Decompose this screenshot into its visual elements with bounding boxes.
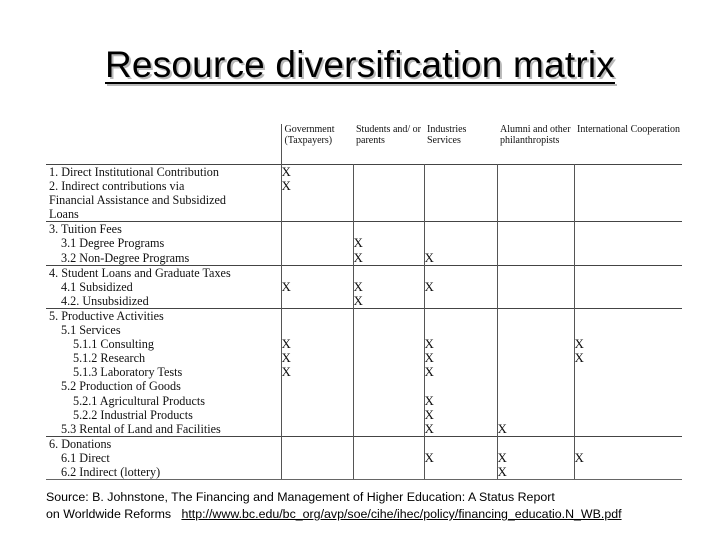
- matrix-cell: X: [574, 351, 584, 366]
- matrix-cell: [424, 236, 497, 250]
- matrix-cell: [281, 308, 353, 323]
- matrix-cell: [353, 394, 424, 408]
- matrix-cell: [281, 422, 353, 437]
- matrix-cell: [497, 222, 574, 237]
- matrix-cell: [497, 265, 574, 280]
- matrix-cell: [281, 394, 353, 408]
- matrix-cell: X: [497, 451, 574, 465]
- row-label: 4.1 Subsidized: [46, 280, 281, 294]
- matrix-cell: [497, 351, 574, 365]
- matrix-cell: [497, 207, 574, 222]
- row-label: Financial Assistance and Subsidized: [46, 193, 281, 207]
- matrix-cell: X: [281, 351, 353, 365]
- table-row: [46, 265, 682, 280]
- source-line-1: Source: B. Johnstone, The Financing and Management of Higher Education: A Status Report: [46, 490, 555, 504]
- matrix-cell: X: [497, 465, 574, 480]
- row-label: 5.2 Production of Goods: [46, 379, 281, 393]
- table-row: [46, 179, 682, 193]
- matrix-cell: [497, 294, 574, 309]
- matrix-cell: X: [497, 422, 574, 437]
- table-row: [46, 379, 682, 393]
- table-row: [46, 465, 682, 480]
- matrix-cell: [281, 222, 353, 237]
- matrix-cell: X: [574, 450, 584, 465]
- matrix-body: [46, 165, 682, 480]
- table-row: [46, 294, 682, 309]
- matrix-cell: [353, 222, 424, 237]
- matrix-cell: [424, 265, 497, 280]
- matrix-cell: X: [424, 251, 497, 266]
- header-blank: [46, 124, 281, 165]
- matrix-cell: X: [424, 394, 497, 408]
- matrix-cell: [424, 465, 497, 480]
- matrix-cell: [574, 207, 682, 222]
- matrix-cell: X: [424, 337, 497, 351]
- matrix-cell: [574, 165, 682, 180]
- matrix-cell: [281, 408, 353, 422]
- matrix-cell: [281, 193, 353, 207]
- matrix-cell: X: [281, 365, 353, 379]
- matrix-cell: [574, 408, 682, 422]
- table-row: [46, 308, 682, 323]
- matrix-cell: [497, 323, 574, 337]
- matrix-cell: X: [574, 337, 584, 352]
- matrix-cell: X: [424, 351, 497, 365]
- row-label: 6.2 Indirect (lottery): [46, 465, 281, 480]
- row-label: 2. Indirect contributions via: [46, 179, 281, 193]
- matrix-cell: [497, 379, 574, 393]
- row-label: 3.2 Non-Degree Programs: [46, 251, 281, 266]
- source-citation: [46, 489, 716, 523]
- table-row: [46, 193, 682, 207]
- matrix-cell: [353, 408, 424, 422]
- matrix-cell: [281, 323, 353, 337]
- table-row: [46, 436, 682, 451]
- row-label: 3.1 Degree Programs: [46, 236, 281, 250]
- matrix-cell: [353, 323, 424, 337]
- matrix-cell: [353, 422, 424, 437]
- column-header-industries: Industries Services: [427, 124, 467, 146]
- table-row: [46, 337, 682, 351]
- table-row: [46, 422, 682, 437]
- row-label: 4. Student Loans and Graduate Taxes: [46, 265, 281, 280]
- matrix-cell: [353, 465, 424, 480]
- matrix-cell: X: [424, 408, 497, 422]
- matrix-cell: [281, 451, 353, 465]
- row-label: 4.2. Unsubsidized: [46, 294, 281, 309]
- matrix-cell: [424, 379, 497, 393]
- matrix-cell: [353, 436, 424, 451]
- row-label: 6. Donations: [46, 436, 281, 451]
- matrix-cell: X: [353, 236, 424, 250]
- table-row: [46, 280, 682, 294]
- matrix-cell: [497, 394, 574, 408]
- matrix-cell: [424, 323, 497, 337]
- matrix-cell: [574, 222, 682, 237]
- matrix-cell: X: [353, 280, 424, 294]
- row-label: Loans: [46, 207, 281, 222]
- source-line-2: [46, 506, 716, 523]
- matrix-cell: [353, 337, 424, 351]
- matrix-cell: [424, 222, 497, 237]
- slide-title: Resource diversification matrix: [105, 44, 615, 85]
- column-header-students: Students and/ or parents: [356, 124, 421, 146]
- matrix-cell: [353, 365, 424, 379]
- matrix-cell: [353, 193, 424, 207]
- table-row: [46, 323, 682, 337]
- matrix-cell: [353, 207, 424, 222]
- matrix-cell: [497, 308, 574, 323]
- matrix-cell: [574, 308, 682, 323]
- row-label: 5.1.1 Consulting: [46, 337, 281, 351]
- matrix-cell: [497, 436, 574, 451]
- matrix-cell: [574, 265, 682, 280]
- table-row: [46, 394, 682, 408]
- matrix-cell: X: [424, 422, 497, 437]
- header-row: [46, 124, 682, 165]
- matrix-cell: X: [353, 251, 424, 266]
- matrix-cell: X: [281, 165, 353, 180]
- table-row: [46, 408, 682, 422]
- column-header-international: International Cooperation: [577, 124, 681, 135]
- matrix-cell: [497, 280, 574, 294]
- row-label: 5.3 Rental of Land and Facilities: [46, 422, 281, 437]
- matrix-cell: [353, 308, 424, 323]
- matrix-cell: [497, 251, 574, 266]
- matrix-cell: [574, 193, 682, 207]
- matrix-cell: [424, 165, 497, 180]
- table-row: [46, 222, 682, 237]
- matrix-cell: [574, 294, 682, 309]
- matrix-cell: [574, 323, 682, 337]
- matrix-cell: [281, 265, 353, 280]
- resource-matrix-table: [46, 124, 682, 480]
- row-label: 5.2.2 Industrial Products: [46, 408, 281, 422]
- matrix-cell: [497, 236, 574, 250]
- matrix-cell: [281, 436, 353, 451]
- matrix-cell: X: [424, 451, 497, 465]
- matrix-cell: [497, 165, 574, 180]
- row-label: 5. Productive Activities: [46, 308, 281, 323]
- table-row: [46, 451, 682, 465]
- matrix-cell: [353, 451, 424, 465]
- matrix-cell: [574, 379, 682, 393]
- matrix-cell: X: [281, 337, 353, 351]
- table-row: [46, 207, 682, 222]
- table-row: [46, 365, 682, 379]
- matrix-cell: [353, 351, 424, 365]
- source-line-2-text: on Worldwide Reforms: [46, 507, 172, 521]
- matrix-cell: [497, 193, 574, 207]
- matrix-cell: X: [353, 294, 424, 309]
- matrix-cell: [281, 251, 353, 266]
- row-label: 3. Tuition Fees: [46, 222, 281, 237]
- matrix-cell: X: [424, 280, 497, 294]
- matrix-cell: [574, 251, 682, 266]
- matrix-cell: [424, 436, 497, 451]
- matrix-cell: [497, 337, 574, 351]
- matrix-cell: [424, 193, 497, 207]
- row-label: 5.2.1 Agricultural Products: [46, 394, 281, 408]
- source-link[interactable]: http://www.bc.edu/bc_org/avp/soe/cihe/ihec/policy/financing_educatio.N_WB.pdf: [181, 507, 622, 521]
- row-label: 6.1 Direct: [46, 451, 281, 465]
- matrix-cell: [574, 436, 682, 451]
- matrix-cell: [281, 236, 353, 250]
- matrix-cell: [574, 236, 682, 250]
- matrix-cell: [574, 422, 682, 437]
- row-label: 5.1 Services: [46, 323, 281, 337]
- table-row: [46, 351, 682, 365]
- matrix-cell: [424, 207, 497, 222]
- row-label: 5.1.2 Research: [46, 351, 281, 365]
- table-row: [46, 165, 682, 180]
- column-header-government: Government (Taxpayers): [284, 124, 335, 146]
- matrix-cell: [497, 365, 574, 379]
- matrix-cell: X: [424, 365, 497, 379]
- matrix-cell: [353, 379, 424, 393]
- matrix-cell: [281, 379, 353, 393]
- matrix-cell: [424, 308, 497, 323]
- matrix-cell: [497, 408, 574, 422]
- matrix-cell: [424, 294, 497, 309]
- matrix-cell: [574, 465, 682, 480]
- matrix-cell: [353, 165, 424, 180]
- matrix-cell: [574, 179, 682, 193]
- matrix-cell: X: [281, 280, 353, 294]
- table-row: [46, 236, 682, 250]
- matrix-cell: [281, 207, 353, 222]
- column-header-alumni: Alumni and other philanthropists: [500, 124, 571, 146]
- matrix-cell: [353, 179, 424, 193]
- matrix-cell: X: [281, 179, 353, 193]
- matrix-cell: [424, 179, 497, 193]
- matrix-cell: [353, 265, 424, 280]
- matrix-cell: [574, 280, 682, 294]
- matrix-cell: [574, 394, 682, 408]
- matrix-cell: [497, 179, 574, 193]
- row-label: 1. Direct Institutional Contribution: [46, 165, 281, 180]
- matrix-cell: [574, 365, 682, 379]
- table-row: [46, 251, 682, 266]
- row-label: 5.1.3 Laboratory Tests: [46, 365, 281, 379]
- matrix-cell: [281, 465, 353, 480]
- matrix-cell: [281, 294, 353, 309]
